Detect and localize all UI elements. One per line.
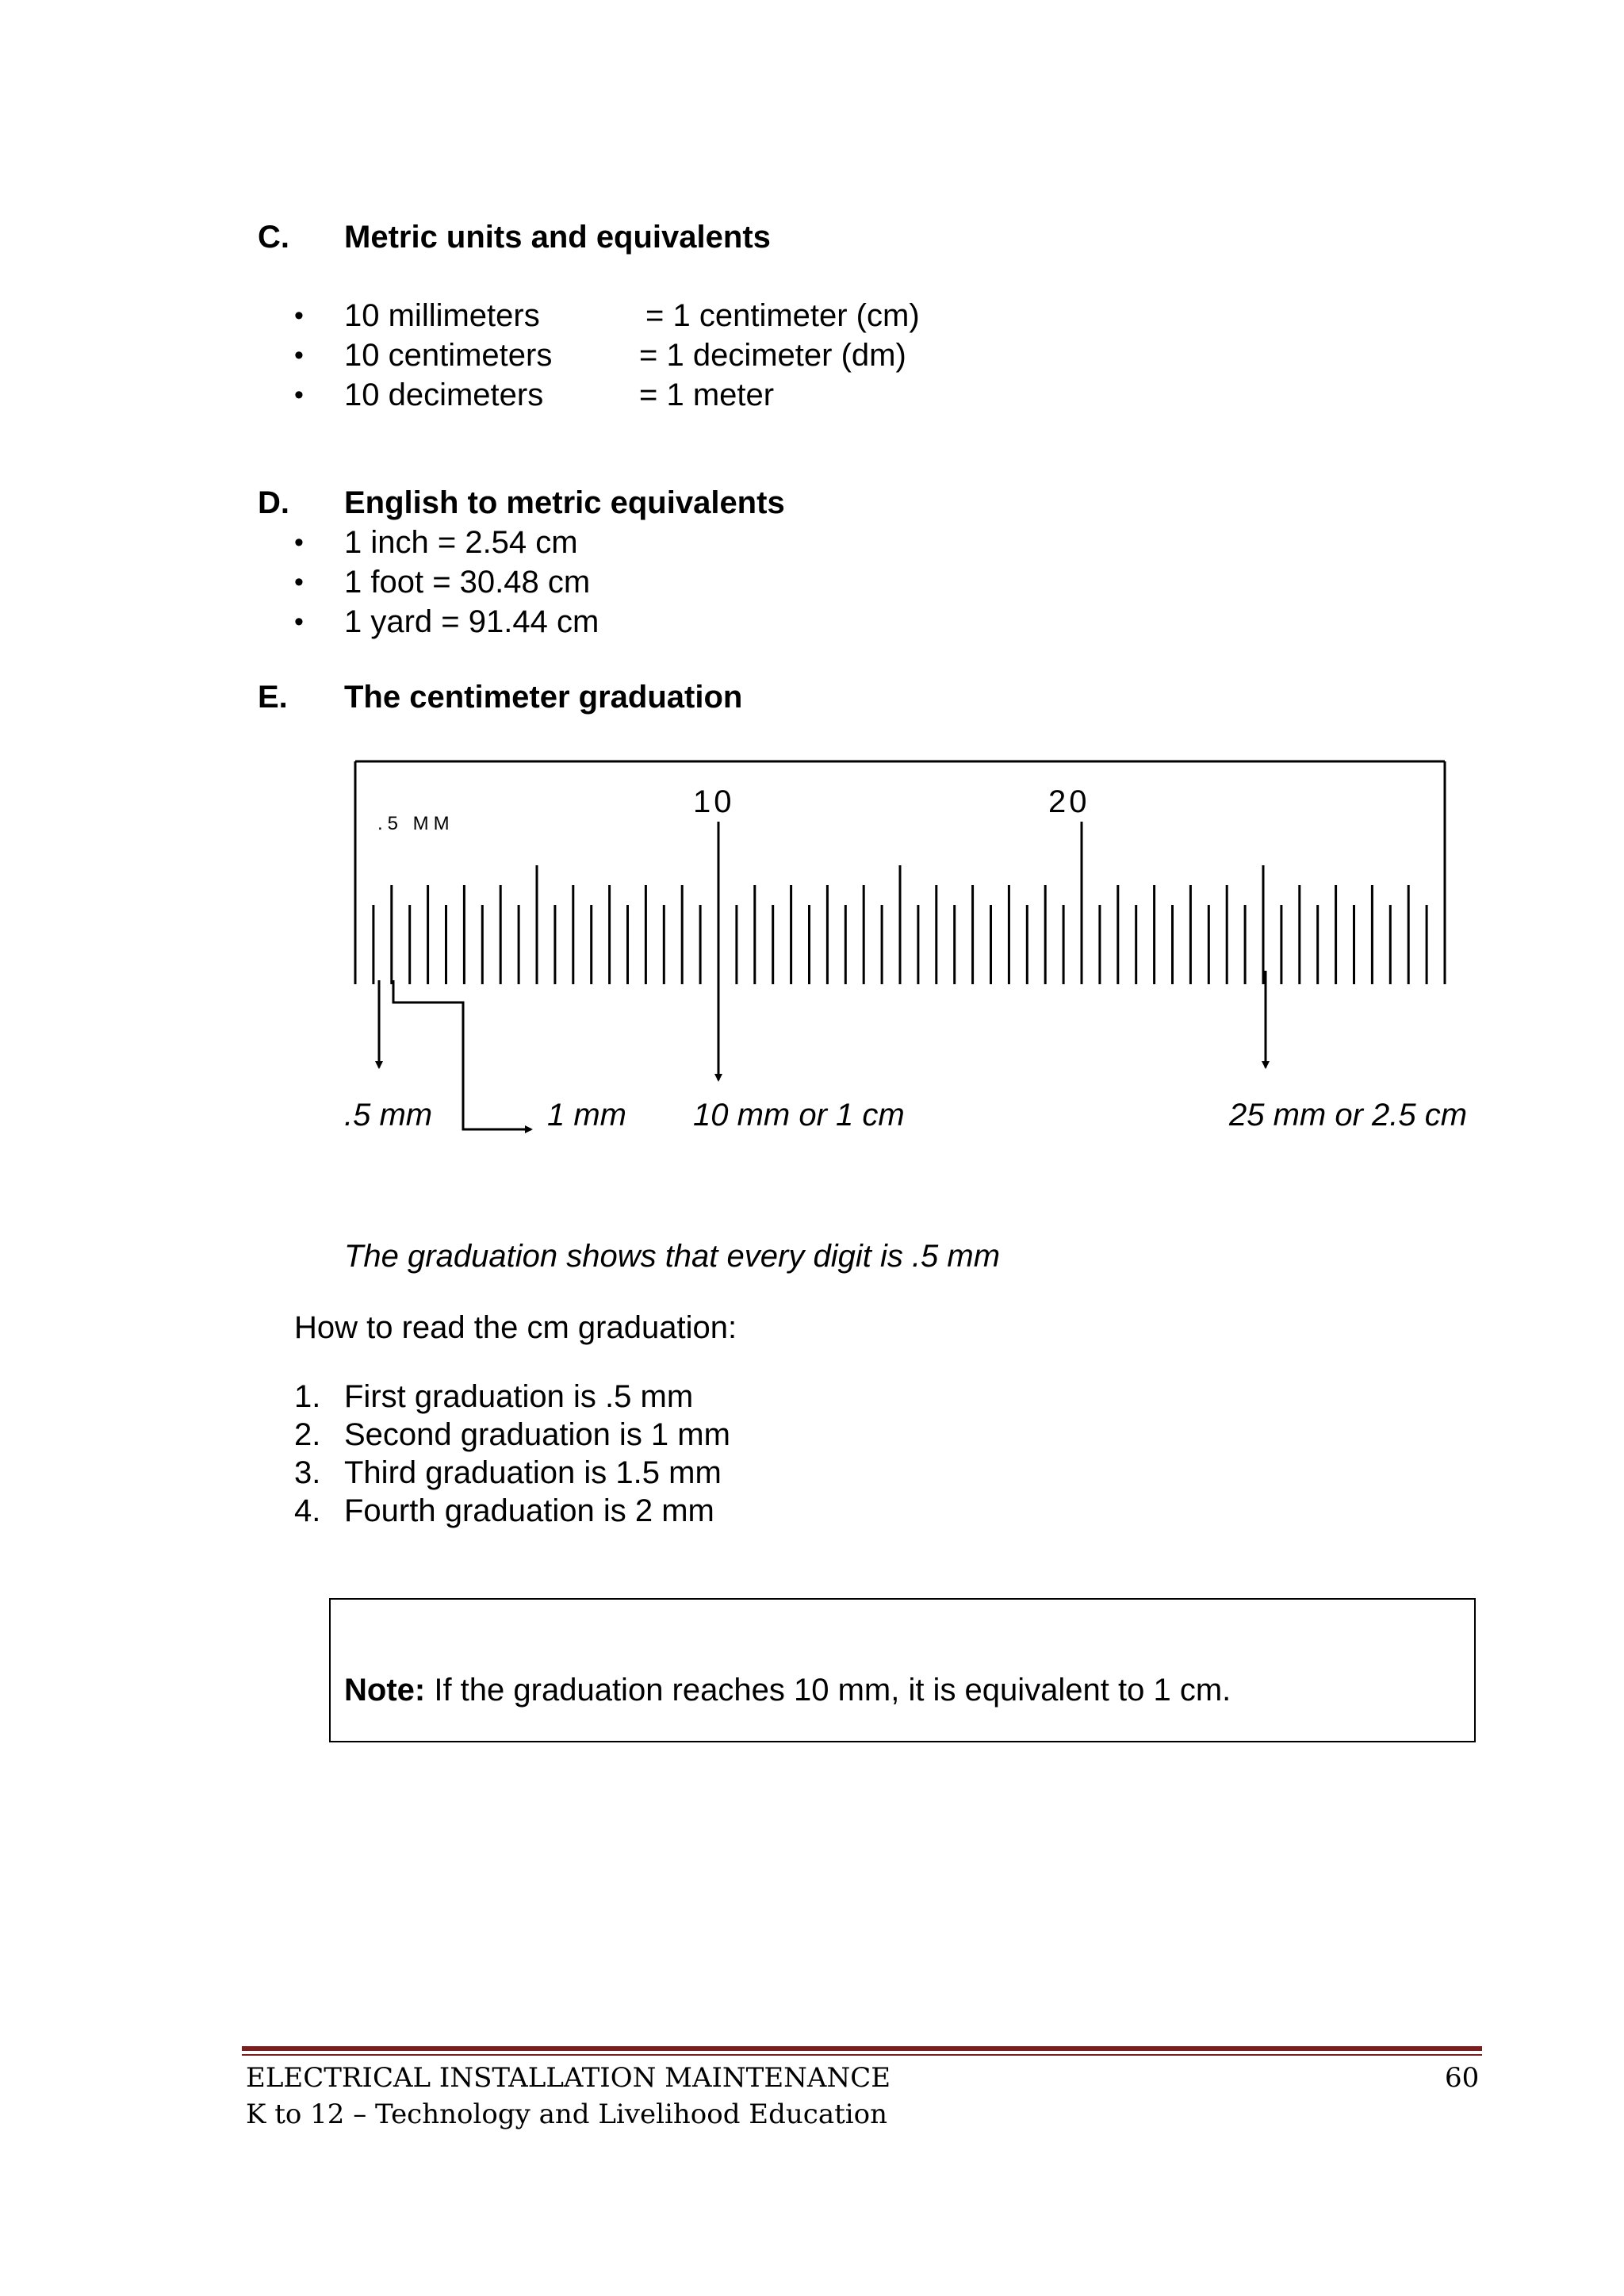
section-d-title: English to metric equivalents <box>344 485 785 520</box>
step-number: 4. <box>294 1493 321 1528</box>
section-c-letter: C. <box>258 220 289 255</box>
section-c-title: Metric units and equivalents <box>344 220 771 255</box>
bullet-icon: • <box>294 340 304 370</box>
ruler-ticks <box>373 865 1427 984</box>
bullet-icon: • <box>294 607 304 637</box>
metric-item-left: 10 centimeters <box>344 338 553 373</box>
step-text: Third graduation is 1.5 mm <box>344 1455 722 1490</box>
footer-subtitle: K to 12 – Technology and Livelihood Education <box>246 2099 887 2130</box>
footer-course-title: ELECTRICAL INSTALLATION MAINTENANCE <box>246 2062 891 2094</box>
step-number: 2. <box>294 1417 321 1452</box>
callout-half-mm: .5 mm <box>344 1098 433 1133</box>
step-text: First graduation is .5 mm <box>344 1379 694 1414</box>
callout-one-mm: 1 mm <box>547 1098 626 1133</box>
metric-item-right: = 1 decimeter (dm) <box>639 338 906 373</box>
bullet-icon: • <box>294 380 304 410</box>
step-number: 3. <box>294 1455 321 1490</box>
step-number: 1. <box>294 1379 321 1414</box>
metric-item-left: 10 decimeters <box>344 378 544 412</box>
metric-item-right: = 1 meter <box>639 378 775 412</box>
bullet-icon: • <box>294 567 304 597</box>
bullet-icon: • <box>294 301 304 331</box>
note-body: If the graduation reaches 10 mm, it is equivalent to 1 cm. <box>425 1673 1231 1708</box>
note-text <box>344 1671 1231 1709</box>
callout-ten-mm: 10 mm or 1 cm <box>693 1098 905 1133</box>
section-e-title: The centimeter graduation <box>344 680 743 715</box>
footer-rule-thick <box>242 2046 1482 2051</box>
english-metric-item: 1 yard = 91.44 cm <box>344 604 599 639</box>
step-text: Fourth graduation is 2 mm <box>344 1493 714 1528</box>
footer-rule-thin <box>242 2054 1482 2056</box>
step-text: Second graduation is 1 mm <box>344 1417 730 1452</box>
note-label: Note: <box>344 1673 426 1708</box>
english-metric-item: 1 foot = 30.48 cm <box>344 565 591 600</box>
bullet-icon: • <box>294 527 304 558</box>
metric-item-right: = 1 centimeter (cm) <box>645 298 920 333</box>
ruler-label-20: 20 <box>1048 784 1090 819</box>
metric-item-left: 10 millimeters <box>344 298 540 333</box>
how-to-intro: How to read the cm graduation: <box>294 1310 737 1345</box>
callout-twenty-five-mm: 25 mm or 2.5 cm <box>1229 1098 1468 1133</box>
ruler-label-half-mm: .5 MM <box>377 813 454 834</box>
english-metric-item: 1 inch = 2.54 cm <box>344 525 578 560</box>
note-box <box>329 1598 1476 1742</box>
page-number: 60 <box>1445 2062 1480 2094</box>
section-d-letter: D. <box>258 485 289 520</box>
section-e-letter: E. <box>258 680 288 715</box>
graduation-caption: The graduation shows that every digit is .5 mm <box>344 1239 1001 1274</box>
ruler-label-10: 10 <box>693 784 735 819</box>
